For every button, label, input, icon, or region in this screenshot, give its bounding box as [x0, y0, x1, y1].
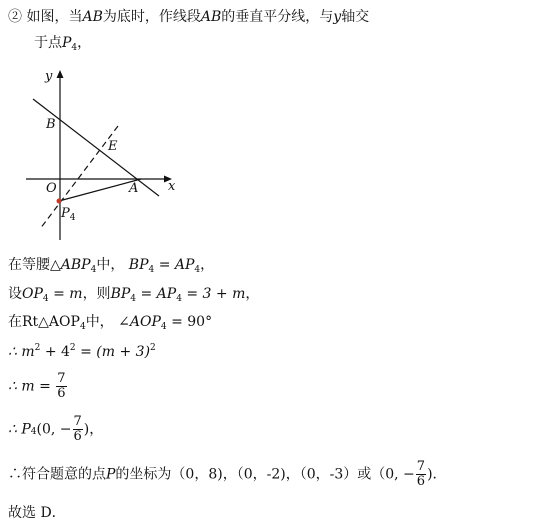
- superscript: 2: [69, 343, 76, 353]
- equation: = AP: [140, 286, 177, 302]
- subscript: 4: [160, 322, 167, 332]
- text: 在等腰: [8, 257, 50, 273]
- label-x: x: [168, 179, 176, 194]
- intro-text: 轴交: [341, 9, 370, 25]
- segment-label: AB: [200, 9, 222, 25]
- text: ，则: [82, 286, 111, 302]
- answer-text: 故选 D．: [8, 505, 66, 521]
- denominator: 6: [57, 386, 66, 401]
- equation: = 90°: [171, 314, 213, 330]
- subscript: 4: [71, 43, 78, 53]
- point-p4: [57, 199, 62, 204]
- equation: = (m + 3): [80, 344, 151, 360]
- label-p-main: P: [61, 206, 70, 221]
- subscript: 4: [176, 294, 182, 304]
- equation: = AP: [158, 257, 195, 273]
- subscript: 4: [90, 265, 97, 275]
- equation: ∴ m =: [8, 378, 51, 395]
- fraction: [416, 460, 426, 489]
- intro-text: 为底时，作线段: [102, 9, 201, 25]
- label-y: y: [45, 69, 53, 84]
- fraction: [73, 415, 83, 444]
- subscript: 4: [42, 294, 49, 304]
- triangle-label: △ABP: [50, 257, 91, 273]
- solution-line-2: [8, 286, 260, 304]
- subscript: 4: [79, 322, 86, 332]
- point-label: P: [62, 35, 72, 51]
- text: 中，: [85, 314, 114, 330]
- equation: (0, −: [36, 421, 72, 438]
- segment-label: BP: [128, 257, 149, 273]
- numerator: 7: [57, 371, 66, 386]
- solution-line-4: [8, 345, 156, 359]
- denominator: 6: [73, 429, 82, 444]
- y-axis-arrow: [57, 70, 64, 78]
- text: ，: [245, 286, 260, 302]
- equation: = m: [53, 286, 83, 302]
- subscript: 4: [148, 265, 155, 275]
- equation: )，: [83, 421, 104, 438]
- solution-line-7: [8, 460, 447, 489]
- segment-label: AB: [82, 9, 103, 25]
- text: 中，: [96, 257, 125, 273]
- answer-line: [8, 506, 66, 520]
- intro-text: 于点: [34, 35, 62, 51]
- subscript: 4: [130, 294, 137, 304]
- text: ∴符合题意的点: [8, 466, 106, 483]
- numerator: 7: [73, 414, 82, 429]
- label-a: A: [129, 181, 139, 196]
- equation: ∴ P: [8, 421, 31, 438]
- text: ，: [200, 257, 215, 273]
- perpendicular-bisector: [40, 126, 118, 229]
- solution-line-3: [8, 314, 213, 332]
- text: 在Rt△AOP: [8, 314, 80, 330]
- segment-label: OP: [22, 286, 43, 302]
- subscript: 4: [30, 427, 37, 437]
- label-o: O: [46, 181, 57, 196]
- circled-number-marker: ②: [8, 9, 22, 25]
- label-b: B: [46, 117, 56, 132]
- subscript: 4: [194, 265, 201, 275]
- numerator: 7: [416, 459, 426, 474]
- superscript: 2: [150, 343, 156, 353]
- intro-text: 的垂直平分线，与: [221, 9, 334, 25]
- axis-label: y: [333, 9, 342, 25]
- label-p: [60, 206, 76, 223]
- solution-line-1: [8, 257, 215, 275]
- segment-label: BP: [110, 286, 131, 302]
- superscript: 2: [34, 343, 41, 353]
- intro-text: ，: [77, 35, 92, 51]
- label-p-sub: 4: [69, 213, 76, 223]
- label-e: E: [108, 139, 118, 154]
- text: )．: [427, 466, 447, 483]
- point-label: P: [106, 466, 116, 483]
- intro-text: 如图，当: [26, 9, 83, 25]
- denominator: 6: [416, 474, 426, 489]
- text: 的坐标为（0，8)，（0，-2)，（0，-3）或（0, −: [115, 466, 415, 483]
- solution-line-5: [8, 372, 68, 401]
- text: 设: [8, 286, 22, 302]
- equation: + 4: [44, 344, 70, 360]
- equation: = 3 + m: [186, 286, 246, 302]
- angle-label: ∠AOP: [118, 314, 161, 330]
- equation: ∴ m: [8, 344, 35, 360]
- fraction: [56, 372, 66, 401]
- solution-line-6: [8, 415, 103, 444]
